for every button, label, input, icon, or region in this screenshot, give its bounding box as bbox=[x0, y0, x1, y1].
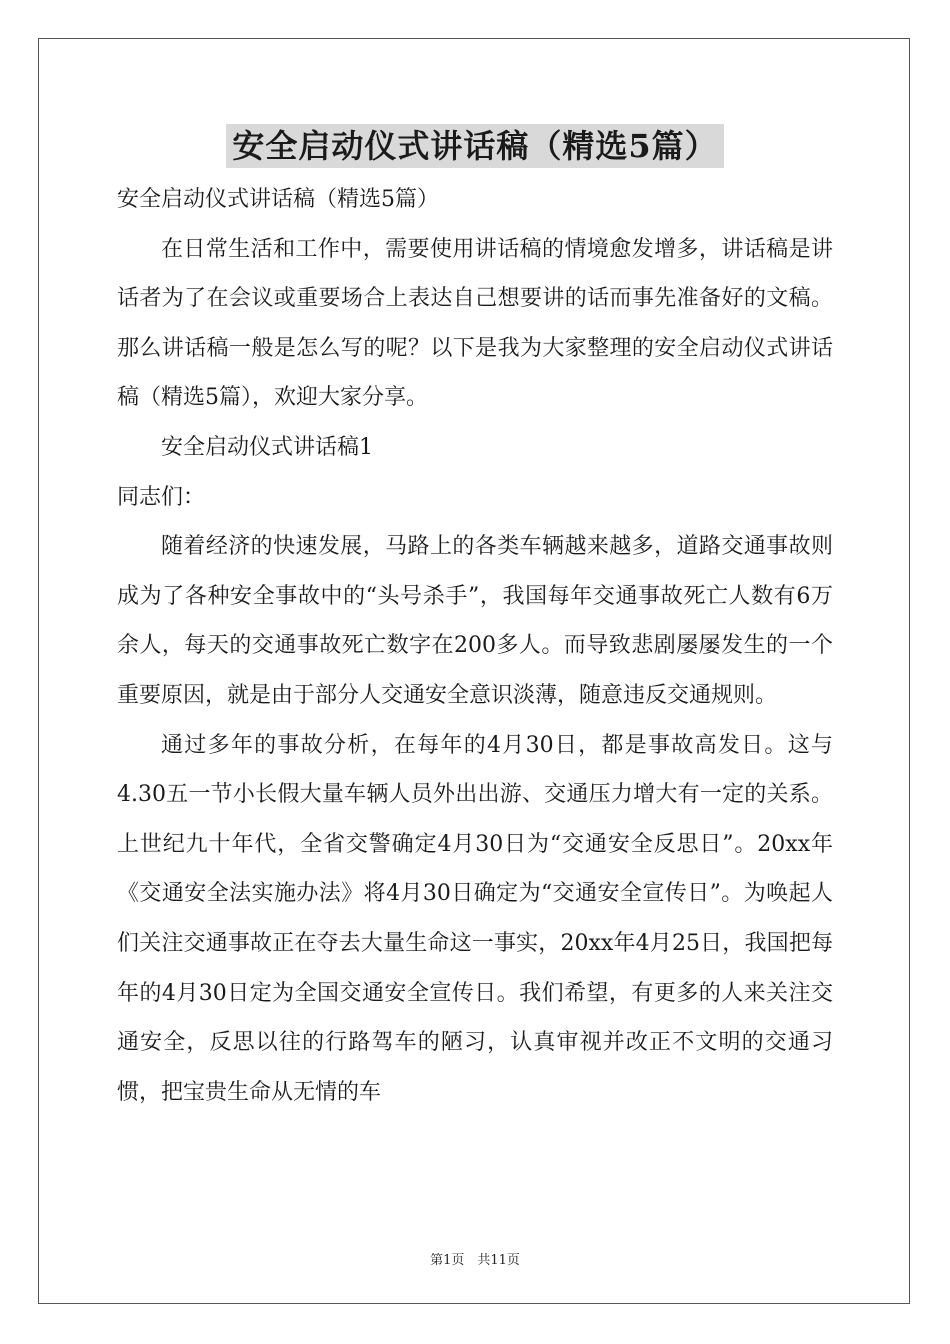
subtitle-line: 安全启动仪式讲话稿（精选5篇） bbox=[117, 187, 439, 212]
section-heading: 安全启动仪式讲话稿1 bbox=[161, 434, 373, 460]
document-body bbox=[117, 175, 833, 1117]
page-footer: 第1页 共11页 bbox=[430, 1253, 520, 1268]
salutation: 同志们： bbox=[117, 484, 206, 510]
body-paragraph: 通过多年的事故分析，在每年的4月30日，都是事故高发日。这与4.30五一节小长假大量车辆人员外出出游、交通压力增大有一定的关系。上世纪九十年代，全省交警确定4月30日为“交通安全反思日”。20xx年《交通安全法实施办法》将4月30日确定为“交通安全宣传日”。为唤起人们关注交通事故正在夺去大量生命这一事实，20xx年4月25日，我国把每年的4月30日定为全国交通安全宣传日。我们希望，有更多的人来关注交通安全，反思以往的行路驾车的陋习，认真审视并改正不文明的交通习惯，把宝贵生命从无情的车 bbox=[117, 732, 833, 1105]
body-paragraph: 随着经济的快速发展，马路上的各类车辆越来越多，道路交通事故则成为了各种安全事故中的“头号杀手”，我国每年交通事故死亡人数有6万余人，每天的交通事故死亡数字在200多人。而导致悲剧屡屡发生的一个重要原因，就是由于部分人交通安全意识淡薄，随意违反交通规则。 bbox=[117, 534, 833, 708]
intro-paragraph: 在日常生活和工作中，需要使用讲话稿的情境愈发增多，讲话稿是讲话者为了在会议或重要场合上表达自己想要讲的话而事先准备好的文稿。那么讲话稿一般是怎么写的呢？以下是我为大家整理的安全启动仪式讲话稿（精选5篇），欢迎大家分享。 bbox=[117, 236, 833, 411]
title-wrap bbox=[0, 124, 950, 168]
document-title: 安全启动仪式讲话稿（精选5篇） bbox=[226, 124, 723, 168]
